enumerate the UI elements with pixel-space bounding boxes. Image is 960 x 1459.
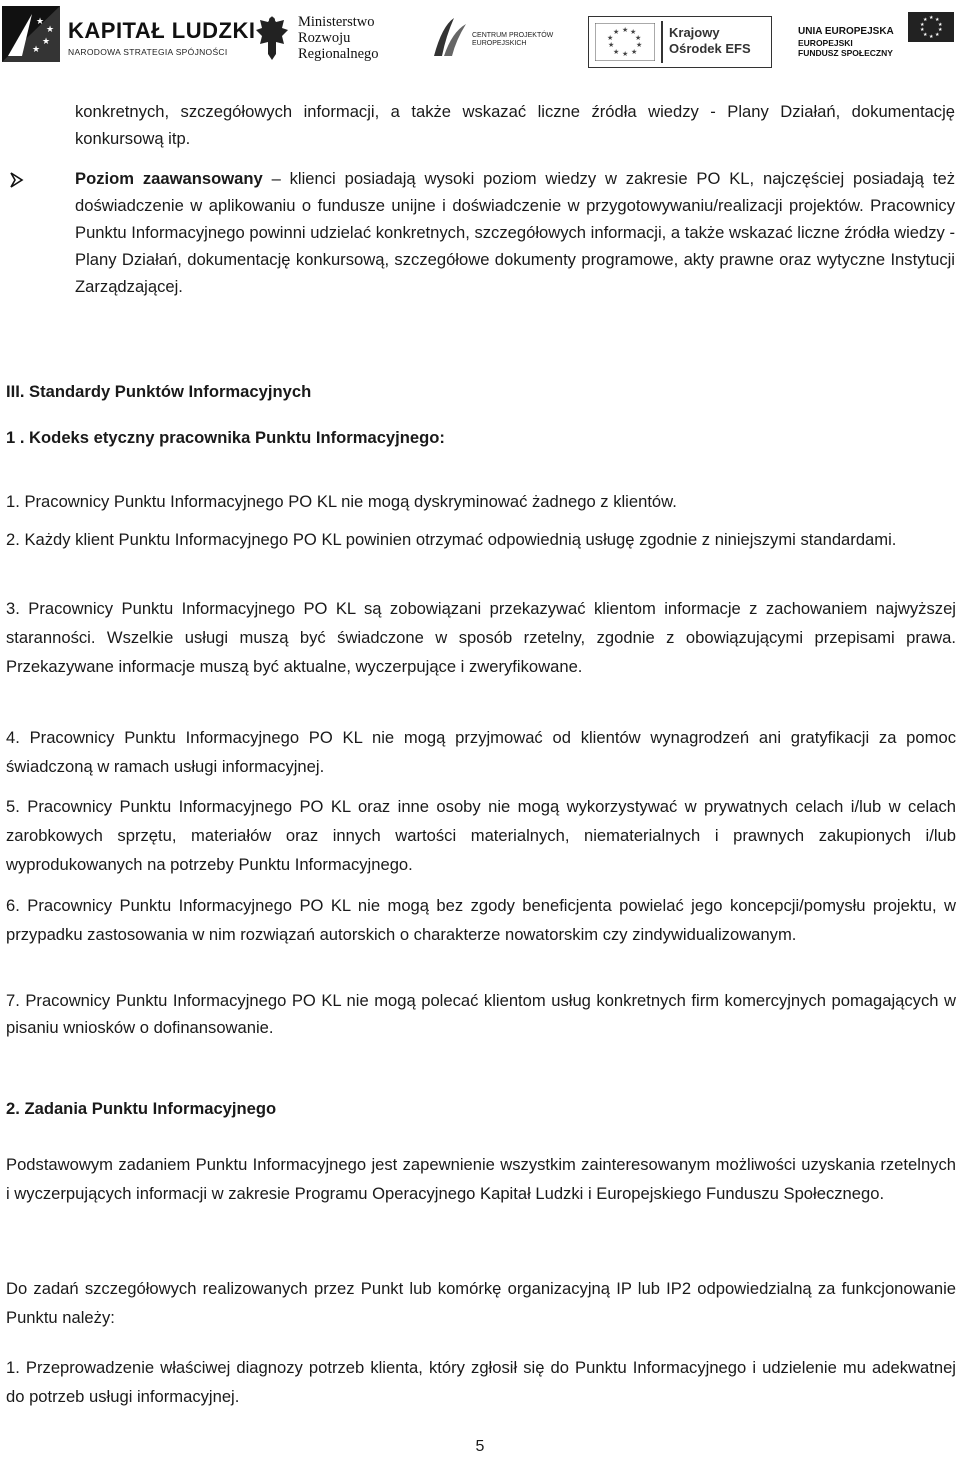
centrum-swoosh-icon xyxy=(432,16,468,60)
svg-text:★: ★ xyxy=(929,34,934,40)
kapital-ludzki-name: KAPITAŁ LUDZKI xyxy=(68,18,256,43)
svg-text:★: ★ xyxy=(935,32,940,38)
ministerstwo-line3: Regionalnego xyxy=(298,46,379,62)
code-item: 3. Pracownicy Punktu Informacyjnego PO KL są zobowiązani przekazywać klientom informacje z zachowaniem najwyższej staranności. Wszelkie usługi muszą być świadczone w sposób rzetelny, zgodnie z obowiązującymi przepisami prawa. Przekazywane informacje muszą być aktualne, wyczerpujące i zweryfikowane. xyxy=(6,599,956,676)
svg-text:★: ★ xyxy=(929,15,934,21)
svg-text:★: ★ xyxy=(635,34,642,42)
ministerstwo-logo xyxy=(254,4,394,64)
code-item: 2. Każdy klient Punktu Informacyjnego PO KL powinien otrzymać odpowiednią usługę zgodnie z niniejszymi standardami. xyxy=(6,530,897,549)
kapital-ludzki-logo xyxy=(2,4,256,64)
code-item: 7. Pracownicy Punktu Informacyjnego PO KL nie mogą polecać klientom usług konkretnych firm komercyjnych pomagających w pisaniu wniosków o dofinansowanie. xyxy=(6,991,956,1037)
centrum-line1: CENTRUM PROJEKTÓW xyxy=(472,32,554,39)
advanced-level-paragraph xyxy=(75,165,955,300)
code-item: 1. Pracownicy Punktu Informacyjnego PO KL nie mogą dyskryminować żadnego z klientów. xyxy=(6,492,677,511)
svg-text:★: ★ xyxy=(622,50,629,58)
svg-text:★: ★ xyxy=(923,32,928,38)
svg-text:★: ★ xyxy=(613,48,620,56)
intro-continuation: konkretnych, szczegółowych informacji, a także wskazać liczne źródła wiedzy - Plany Działań, dokumentację konkursową itp. xyxy=(75,102,955,148)
svg-text:★: ★ xyxy=(608,41,615,49)
svg-text:★: ★ xyxy=(631,48,638,56)
code-item: 4. Pracownicy Punktu Informacyjnego PO KL nie mogą przyjmować od klientów wynagrodzeń ani gratyfikacji za pomoc świadczoną w ramach usługi informacyjnej. xyxy=(6,728,956,776)
eu-flag-icon xyxy=(908,12,954,42)
svg-text:★: ★ xyxy=(42,36,51,46)
ministerstwo-name xyxy=(298,14,379,62)
advanced-level-text: – klienci posiadają wysoki poziom wiedzy w zakresie PO KL, najczęściej posiadają też doświadczenie w aplikowaniu o fundusze unijne i doświadczenie w przygotowywaniu/realizacji projektów. Pracownicy Punktu Informacyjnego powinni udzielać konkretnych, szczegółowych informacji, a także wskazać liczne źródła wiedzy - Plany Działań, dokumentację konkursową, szczegółowe dokumenty programowe, akty prawne oraz wytyczne Instytucji Zarządzającej. xyxy=(75,169,955,296)
unia-line3: FUNDUSZ SPOŁECZNY xyxy=(798,48,893,58)
krajowy-line1: Krajowy xyxy=(669,25,720,40)
svg-text:★: ★ xyxy=(32,44,41,54)
krajowy-osrodek-efs-logo xyxy=(588,4,772,64)
krajowy-osrodek-name xyxy=(669,25,751,57)
advanced-level-term: Poziom zaawansowany xyxy=(75,169,263,188)
task-item: 1. Przeprowadzenie właściwej diagnozy potrzeb klienta, który zgłosił się do Punktu Informacyjnego i udzielenie mu adekwatnej do potrzeb usługi informacyjnej. xyxy=(6,1358,956,1406)
centrum-projektow-logo xyxy=(432,4,554,64)
svg-text:★: ★ xyxy=(613,28,620,36)
eu-stars-icon xyxy=(595,23,655,61)
svg-text:★: ★ xyxy=(630,28,637,36)
code-item: 6. Pracownicy Punktu Informacyjnego PO KL nie mogą bez zgody beneficjenta powielać jego koncepcji/pomysłu projektu, w przypadku zastosowania w nim rozwiązań autorskich o charakterze nowatorskim czy zindywidualizowanym. xyxy=(6,896,956,944)
svg-text:★: ★ xyxy=(607,34,614,42)
arrow-bullet-icon xyxy=(6,170,26,190)
unia-lines-2-3 xyxy=(798,38,893,58)
svg-text:★: ★ xyxy=(636,41,643,49)
kapital-ludzki-emblem-icon xyxy=(2,6,60,62)
centrum-name xyxy=(472,32,553,48)
subsection1-heading: 1 . Kodeks etyczny pracownika Punktu Informacyjnego: xyxy=(6,428,445,447)
tasks-detail-intro: Do zadań szczegółowych realizowanych przez Punkt lub komórkę organizacyjną IP lub IP2 odpowiedzialną za funkcjonowanie Punktu należy: xyxy=(6,1279,956,1327)
svg-text:★: ★ xyxy=(938,27,943,33)
ministerstwo-line1: Ministerstwo xyxy=(298,14,375,30)
section-heading: III. Standardy Punktów Informacyjnych xyxy=(6,382,312,401)
unia-line1: UNIA EUROPEJSKA xyxy=(798,26,894,37)
svg-text:★: ★ xyxy=(622,26,629,34)
svg-text:★: ★ xyxy=(935,17,940,23)
svg-text:★: ★ xyxy=(938,22,943,28)
ministerstwo-line2: Rozwoju xyxy=(298,30,351,46)
tasks-intro: Podstawowym zadaniem Punktu Informacyjnego jest zapewnienie wszystkim zainteresowanym możliwości uzyskania rzetelnych i wyczerpujących informacji w zakresie Programu Operacyjnego Kapitał Ludzki i Europejskiego Funduszu Społecznego. xyxy=(6,1155,956,1203)
centrum-line2: EUROPEJSKICH xyxy=(472,40,527,47)
svg-text:★: ★ xyxy=(923,17,928,23)
krajowy-line2: Ośrodek EFS xyxy=(669,41,751,56)
eagle-icon xyxy=(254,12,290,62)
page-number: 5 xyxy=(475,1438,485,1455)
code-item: 5. Pracownicy Punktu Informacyjnego PO KL oraz inne osoby nie mogą wykorzystywać w prywatnych celach i/lub w celach zarobkowych sprzętu, materiałów oraz innych wartości materialnych, niematerialnych i prawnych zakupionych i/lub wyprodukowanych na potrzeby Punktu Informacyjnego. xyxy=(6,797,956,874)
unia-line2: EUROPEJSKI xyxy=(798,38,853,48)
svg-text:★: ★ xyxy=(46,24,55,34)
subsection2-heading: 2. Zadania Punktu Informacyjnego xyxy=(6,1099,277,1118)
svg-text:★: ★ xyxy=(36,16,45,26)
unia-europejska-logo xyxy=(794,4,960,64)
svg-text:★: ★ xyxy=(920,22,925,28)
logo-header xyxy=(0,0,960,72)
kapital-ludzki-subtitle: NARODOWA STRATEGIA SPÓJNOŚCI xyxy=(68,47,228,57)
svg-text:★: ★ xyxy=(920,27,925,33)
